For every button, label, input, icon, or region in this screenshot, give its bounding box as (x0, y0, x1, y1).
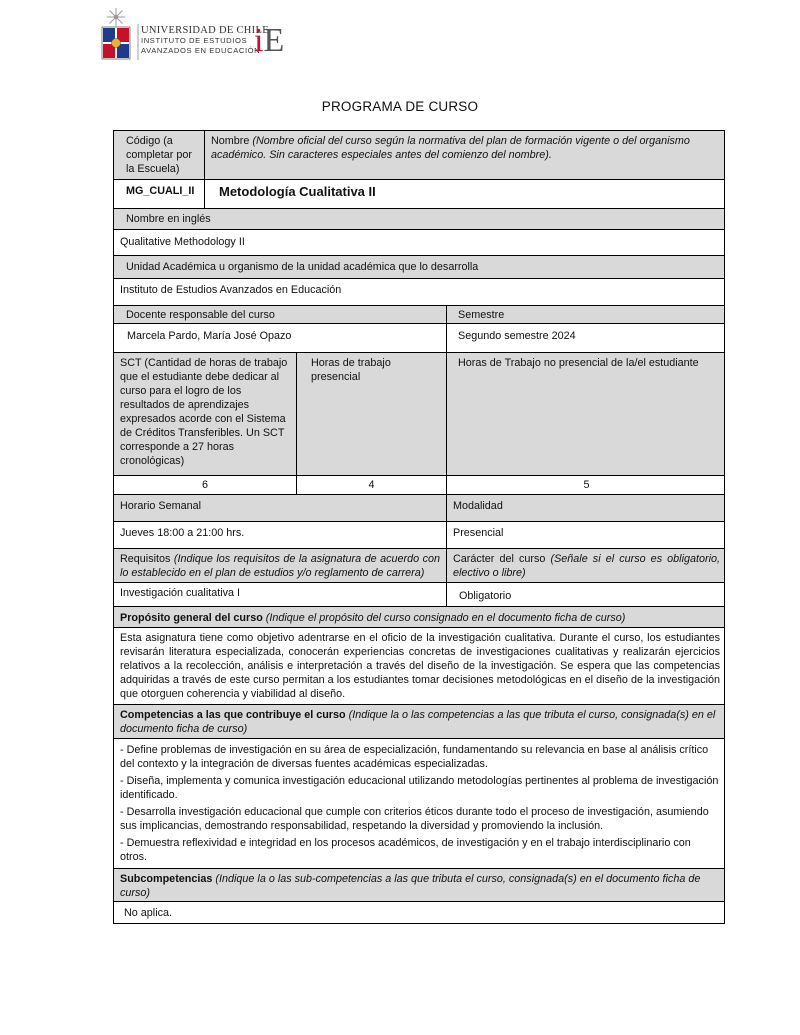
course-name-cell (205, 180, 725, 209)
presential-label-cell (297, 353, 447, 476)
purpose-hint: (Indique el propósito del curso consignado en el documento ficha de curso) (265, 612, 626, 624)
schedule-label: Horario Semanal (120, 500, 202, 512)
requisites-label-cell (114, 549, 447, 583)
unit-cell (114, 279, 725, 306)
subcompetencies-label: Subcompetencias (120, 873, 213, 885)
sct-value-cell (114, 476, 297, 495)
character-label-cell (447, 549, 725, 583)
requisites-hint: (Indique los requisitos de la asignatura de acuerdo con lo establecido en el plan de estudios y/o reglamento de carrera) (120, 553, 441, 579)
english-name: Qualitative Methodology II (120, 236, 245, 248)
star-emblem-icon (107, 8, 125, 26)
institute-line-1: INSTITUTO DE ESTUDIOS (141, 36, 248, 45)
teacher-label: Docente responsable del curso (126, 309, 275, 321)
character-label: Carácter del curso (453, 553, 546, 565)
modality-cell (447, 522, 725, 549)
english-label-cell (114, 209, 725, 230)
subcompetencies-cell (114, 902, 725, 924)
shield-icon (102, 27, 130, 59)
presential-hours-value: 4 (368, 479, 375, 491)
course-code-cell (114, 180, 205, 209)
name-label: Nombre (211, 135, 250, 147)
competency-item: - Diseña, implementa y comunica investigación educacional utilizando metodologías pertinentes al problema de investigación identificado. (120, 775, 719, 801)
presential-value-cell (297, 476, 447, 495)
nonpresential-hours-value: 5 (583, 479, 590, 491)
sct-value: 6 (201, 479, 208, 491)
semester-label-cell (447, 306, 725, 324)
subcompetencies-label-cell (114, 869, 725, 902)
competencies-hint: (Indique la o las competencias a las que tributa el curso, consignada(s) en el documento ficha de curso) (120, 709, 716, 735)
competencies-label: Competencias a las que contribuye el curso (120, 709, 346, 721)
teacher-names: Marcela Pardo, María José Opazo (127, 330, 292, 342)
course-name: Metodología Cualitativa II (219, 184, 376, 199)
nonpresential-label-cell (447, 353, 725, 476)
academic-unit: Instituto de Estudios Avanzados en Educación (120, 284, 342, 296)
course-program-form (113, 130, 725, 924)
semester-cell (447, 324, 725, 353)
semester-value: Segundo semestre 2024 (458, 330, 576, 342)
competency-item: - Define problemas de investigación en su área de especialización, fundamentando su relevancia en base al análisis crítico del contexto y la integración de diversas fuentes académicas especializadas. (120, 744, 709, 770)
presential-hours-label: Horas de trabajo presencial (311, 357, 391, 383)
requisites-cell (114, 583, 447, 607)
course-code: MG_CUALI_II (126, 185, 195, 197)
modality-value: Presencial (453, 527, 504, 539)
teacher-cell (114, 324, 447, 353)
page-title: PROGRAMA DE CURSO (321, 99, 479, 114)
character-hint: (Señale si el curso es obligatorio, electivo o libre) (453, 553, 720, 579)
competency-item: - Desarrolla investigación educacional que cumple con criterios éticos durante todo el proceso de investigación, asumiendo sus implicancias, demostrando responsabilidad, respetando la diversidad y promoviendo la inclusión. (120, 806, 709, 832)
subcompetencies-value: No aplica. (124, 907, 173, 919)
modality-label: Modalidad (453, 500, 503, 512)
ie-logo-mark (254, 24, 284, 58)
english-name-label: Nombre en inglés (126, 213, 211, 225)
subcompetencies-hint: (Indique la o las sub-competencias a las que tributa el curso, consignada(s) en el documento ficha de curso) (120, 873, 701, 899)
schedule-cell (114, 522, 447, 549)
sct-label-cell (114, 353, 297, 476)
competencies-cell (114, 739, 725, 869)
competencies-label-cell (114, 705, 725, 739)
purpose-label: Propósito general del curso (120, 612, 263, 624)
nonpresential-hours-label: Horas de Trabajo no presencial de la/el estudiante (458, 357, 699, 369)
ie-logo-i: i (254, 22, 264, 59)
requisites-value: Investigación cualitativa I (120, 587, 241, 599)
unit-label-cell (114, 256, 725, 279)
purpose-label-cell (114, 607, 725, 628)
institute-line-2: AVANZADOS EN EDUCACIÓN (141, 46, 261, 55)
schedule-value: Jueves 18:00 a 21:00 hrs. (120, 527, 245, 539)
purpose-text: Esta asignatura tiene como objetivo adentrarse en el oficio de la investigación cualitativa. Durante el curso, los estudiantes revisarán literatura especializada, conocerán experiencias concretas de investigaciones cualitativas y realizarán ejercicios relativos a la recolección, análisis e interpretación a través del diseño de la investigación. Se espera que las competencias adquiridas a través de este curso permitan a los estudiantes tomar decisiones metodológicas en el diseño de la investigación que otorguen coherencia y viabilidad al diseño. (120, 632, 720, 700)
nonpresential-value-cell (447, 476, 725, 495)
code-label-cell (114, 131, 205, 180)
schedule-label-cell (114, 495, 447, 522)
semester-label: Semestre (458, 309, 505, 321)
sct-label: SCT (Cantidad de horas de trabajo que el estudiante debe dedicar al curso para el logro de los resultados de aprendizajes expresados acorde con el Sistema de Créditos Transferibles. Un SCT corresponde a 27 horas cronológicas) (120, 357, 288, 467)
teacher-label-cell (114, 306, 447, 324)
english-name-cell (114, 230, 725, 256)
character-cell (447, 583, 725, 607)
university-name: UNIVERSIDAD DE CHILE (141, 25, 269, 36)
character-value: Obligatorio (459, 590, 512, 602)
requisites-label: Requisitos (120, 553, 171, 565)
unit-label: Unidad Académica u organismo de la unidad académica que lo desarrolla (126, 261, 479, 273)
name-label-cell (205, 131, 725, 180)
ie-logo-e: E (263, 22, 285, 59)
modality-label-cell (447, 495, 725, 522)
name-hint: (Nombre oficial del curso según la normativa del plan de formación vigente o del organismo académico. Sin caracteres especiales antes del comienzo del nombre). (211, 135, 690, 161)
code-label: Código (a completar por la Escuela) (126, 135, 193, 175)
university-wordmark (141, 26, 269, 56)
competency-item: - Demuestra reflexividad e integridad en los procesos académicos, de investigación y en el trabajo interdisciplinario con otros. (120, 837, 691, 863)
purpose-cell (114, 628, 725, 705)
